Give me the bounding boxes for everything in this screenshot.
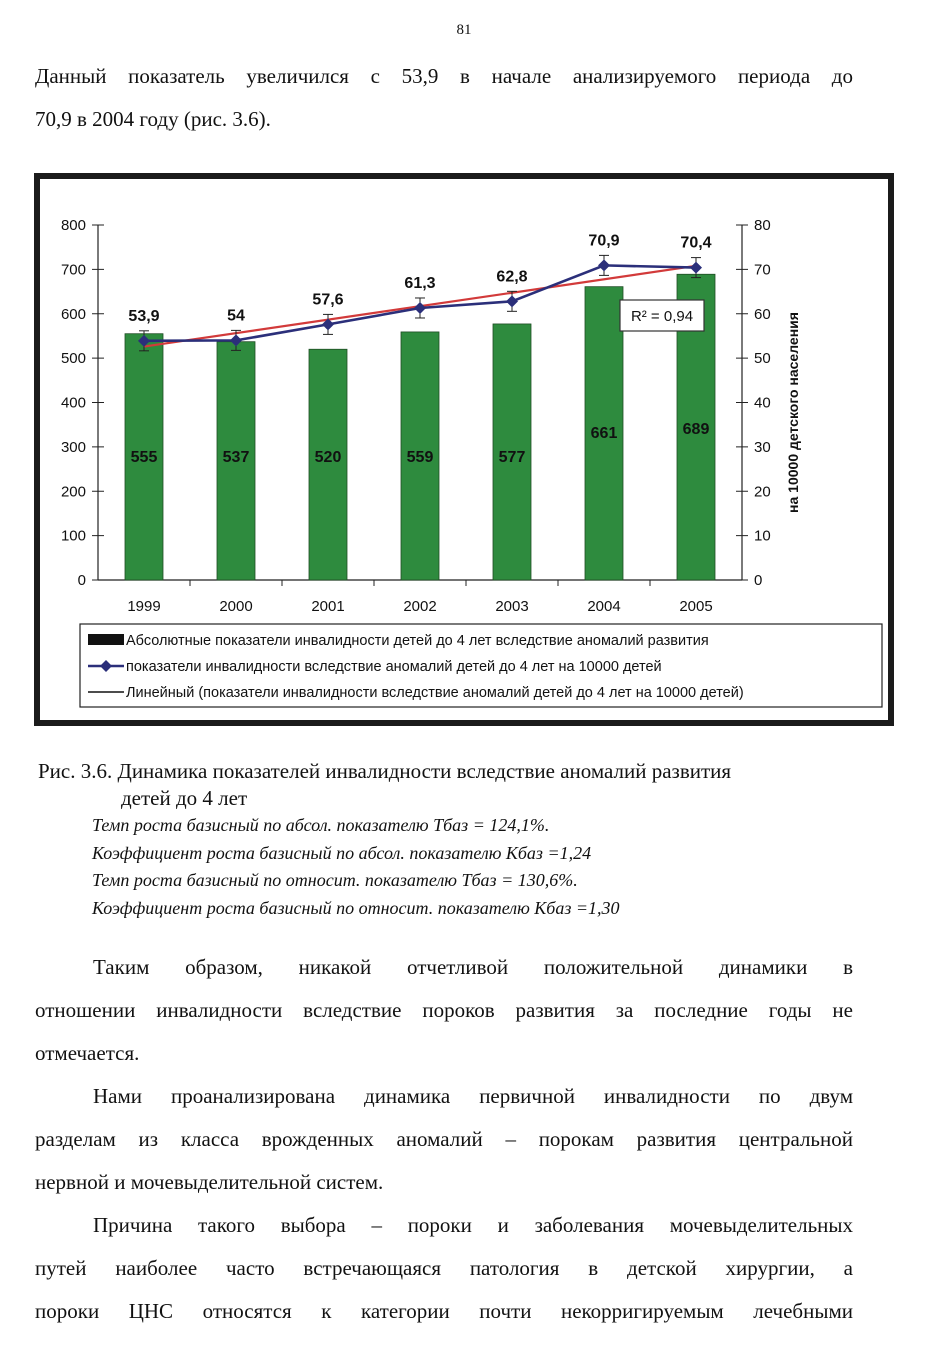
y-right-tick-label: 20 bbox=[754, 483, 771, 501]
y-right-tick-label: 80 bbox=[754, 217, 771, 234]
chart-frame bbox=[34, 173, 894, 726]
series-point bbox=[506, 295, 518, 307]
x-tick-label: 2005 bbox=[679, 598, 713, 615]
y-left-tick-label: 300 bbox=[60, 438, 86, 456]
x-tick-label: 2002 bbox=[403, 598, 437, 615]
body-line: пороки ЦНС относятся к категории почти некорригируемым лечебными bbox=[35, 1299, 853, 1323]
body-paragraph-3 bbox=[35, 1204, 853, 1333]
x-tick-label: 2004 bbox=[587, 598, 621, 615]
y-left-tick-label: 200 bbox=[60, 483, 86, 501]
note-line: Коэффициент роста базисный по относит. показателю Кбаз =1,30 bbox=[92, 897, 620, 918]
point-label: 70,4 bbox=[680, 234, 712, 252]
legend-entry: Линейный (показатели инвалидности вследствие аномалий детей до 4 лет на 10000 детей) bbox=[126, 685, 744, 701]
bar-label: 520 bbox=[314, 448, 342, 466]
body-line: Таким образом, никакой отчетливой положительной динамики в bbox=[93, 955, 853, 979]
legend-swatch-bar bbox=[88, 634, 124, 645]
y-left-tick-label: 100 bbox=[60, 527, 86, 545]
y-right-tick-label: 40 bbox=[754, 394, 771, 412]
series-point bbox=[414, 302, 426, 314]
point-label: 53,9 bbox=[128, 307, 160, 325]
y-left-tick-label: 700 bbox=[60, 261, 86, 279]
figure-caption bbox=[38, 758, 868, 812]
note-line: Темп роста базисный по абсол. показателю Тбаз = 124,1%. bbox=[92, 815, 550, 835]
y-left-tick-label: 600 bbox=[60, 305, 86, 323]
intro-line: 70,9 в 2004 году (рис. 3.6). bbox=[35, 107, 271, 131]
bar-label: 537 bbox=[222, 448, 250, 466]
y-right-tick-label: 60 bbox=[754, 305, 771, 323]
y-right-tick-label: 70 bbox=[754, 261, 771, 279]
page-number: 81 bbox=[456, 22, 472, 38]
point-label: 61,3 bbox=[404, 274, 436, 292]
legend-entry: показатели инвалидности вследствие аномалий детей до 4 лет на 10000 детей bbox=[126, 659, 662, 675]
r2-label: R² = 0,94 bbox=[630, 308, 694, 325]
body-line: нервной и мочевыделительной систем. bbox=[35, 1170, 384, 1194]
bar-label: 577 bbox=[498, 448, 526, 466]
intro-line: Данный показатель увеличился с 53,9 в начале анализируемого периода до bbox=[35, 64, 853, 88]
body-line: отношении инвалидности вследствие пороков развития за последние годы не bbox=[35, 998, 853, 1022]
point-label: 70,9 bbox=[588, 232, 620, 250]
body-paragraph-2 bbox=[35, 1075, 853, 1204]
series-point bbox=[598, 259, 610, 271]
body-paragraph-1 bbox=[35, 946, 853, 1075]
body-line: путей наиболее часто встречающаяся патология в детской хирургии, а bbox=[35, 1256, 853, 1280]
y-right-tick-label: 0 bbox=[754, 572, 763, 589]
legend-entry: Абсолютные показатели инвалидности детей до 4 лет вследствие аномалий развития bbox=[126, 633, 709, 649]
body-line: разделам из класса врожденных аномалий – порокам развития центральной bbox=[35, 1127, 853, 1151]
point-label: 57,6 bbox=[312, 291, 344, 309]
caption-line: детей до 4 лет bbox=[121, 786, 248, 810]
intro-paragraph bbox=[35, 55, 853, 141]
y-right-tick-label: 30 bbox=[754, 438, 771, 456]
figure-notes bbox=[92, 812, 852, 922]
y-right-axis-title: на 10000 детского населения bbox=[785, 312, 801, 513]
x-tick-label: 1999 bbox=[127, 598, 161, 615]
y-left-tick-label: 500 bbox=[60, 350, 86, 368]
bar-label: 559 bbox=[406, 448, 434, 466]
chart bbox=[40, 179, 888, 720]
x-tick-label: 2001 bbox=[311, 598, 345, 615]
x-tick-label: 2000 bbox=[219, 598, 253, 615]
bar-label: 555 bbox=[130, 448, 158, 466]
y-right-tick-label: 50 bbox=[754, 350, 771, 368]
bar-label: 661 bbox=[590, 424, 618, 442]
point-label: 62,8 bbox=[496, 268, 528, 286]
body-line: отмечается. bbox=[35, 1041, 140, 1065]
note-line: Коэффициент роста базисный по абсол. показателю Кбаз =1,24 bbox=[92, 842, 592, 863]
caption-line: Рис. 3.6. Динамика показателей инвалидности вследствие аномалий развития bbox=[38, 759, 732, 783]
y-left-tick-label: 800 bbox=[60, 217, 86, 234]
note-line: Темп роста базисный по относит. показателю Тбаз = 130,6%. bbox=[92, 870, 578, 890]
y-right-tick-label: 10 bbox=[754, 527, 771, 545]
body-line: Причина такого выбора – пороки и заболевания мочевыделительных bbox=[93, 1213, 853, 1237]
y-left-tick-label: 0 bbox=[77, 572, 86, 589]
point-label: 54 bbox=[227, 307, 245, 325]
y-left-tick-label: 400 bbox=[60, 394, 86, 412]
bar-label: 689 bbox=[682, 420, 710, 438]
series-point bbox=[690, 262, 702, 274]
x-tick-label: 2003 bbox=[495, 598, 529, 615]
body-line: Нами проанализирована динамика первичной инвалидности по двум bbox=[93, 1084, 853, 1108]
